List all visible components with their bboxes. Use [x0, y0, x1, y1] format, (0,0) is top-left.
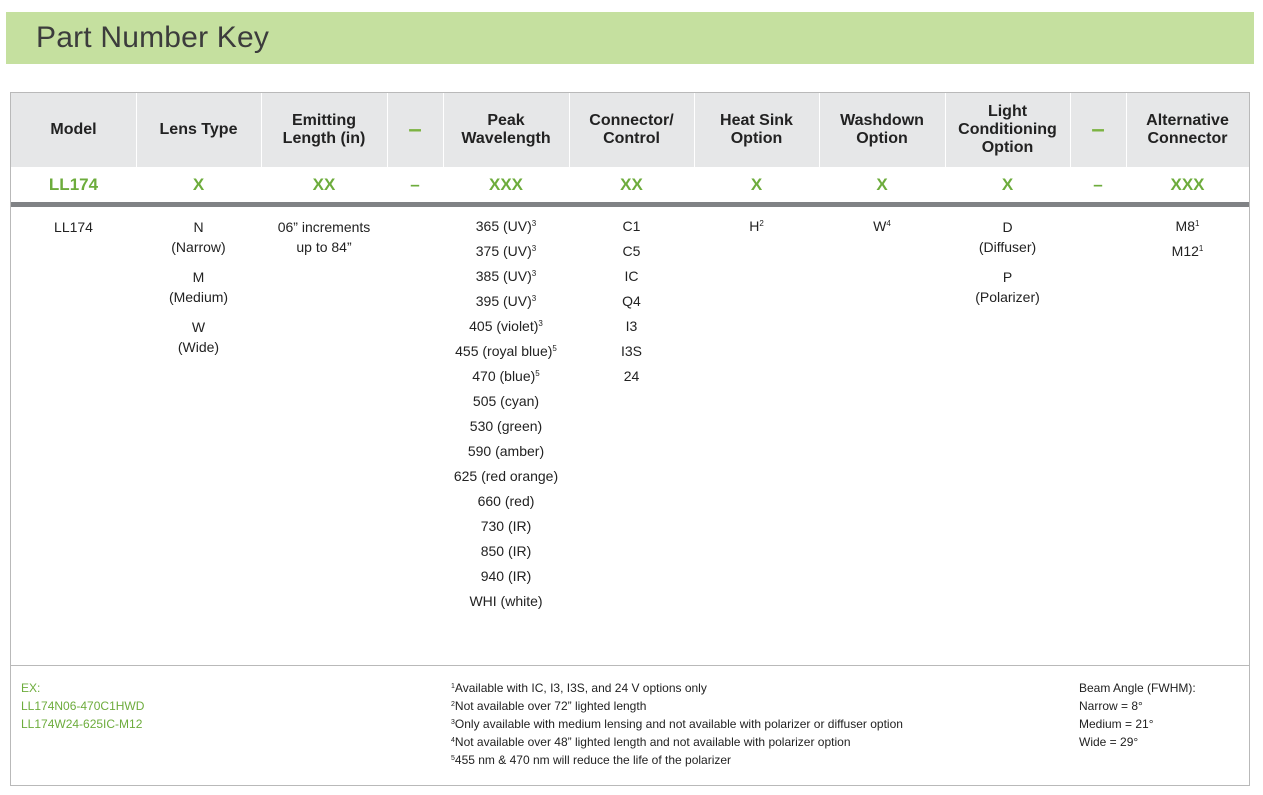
- light-item-diffuser: [945, 217, 1070, 257]
- footnote-ref: 4: [886, 219, 891, 228]
- wavelength-label: 625 (red orange): [453, 468, 559, 484]
- title-bar: [6, 12, 1254, 64]
- examples-label: EX:: [21, 681, 41, 695]
- beam-angle-item: Narrow = 8°: [1079, 699, 1143, 713]
- header-divider: [945, 93, 946, 167]
- alt-connector-list: [1126, 214, 1249, 264]
- beam-angle-title: Beam Angle (FWHM):: [1079, 681, 1196, 695]
- lens-name: (Medium): [168, 289, 229, 305]
- wavelength-label: 530 (green): [469, 418, 543, 434]
- code-alt-connector: XXX: [1170, 174, 1205, 194]
- footnote-text: Not available over 48” lighted length and not available with polarizer option: [454, 735, 851, 749]
- wavelength-label: 365 (UV): [475, 218, 532, 234]
- alt-connector-item: [1126, 214, 1249, 239]
- header-divider: [1126, 93, 1127, 167]
- code-peak-wavelength: XXX: [488, 174, 524, 194]
- lens-code: N: [193, 219, 204, 235]
- wavelength-item: [443, 364, 569, 389]
- footnote-ref: 1: [1195, 219, 1200, 228]
- column-alt-connector: [1126, 93, 1249, 665]
- column-connector: [569, 93, 694, 665]
- footnote-ref: 1: [1198, 244, 1204, 253]
- footnote-number: 1: [451, 683, 455, 690]
- wavelength-item: [443, 289, 569, 314]
- footnote: [451, 751, 903, 769]
- code-dash-2: –: [1093, 174, 1103, 194]
- wavelength-item: [443, 264, 569, 289]
- header-divider: [136, 93, 137, 167]
- heat-sink-code: H: [749, 218, 760, 234]
- wavelength-item: [443, 239, 569, 264]
- lens-type-list: [136, 217, 261, 367]
- footnote-number: 2: [451, 701, 455, 708]
- wavelength-item: [443, 489, 569, 514]
- footnote-text: Not available over 72” lighted length: [454, 699, 647, 713]
- footnote-text: Only available with medium lensing and not available with polarizer or diffuser option: [454, 717, 903, 731]
- wavelength-label: 455 (royal blue): [455, 343, 553, 359]
- header-divider: [694, 93, 695, 167]
- lens-name: (Narrow): [171, 239, 226, 255]
- beam-angle: [1079, 679, 1196, 751]
- wavelength-item: [443, 539, 569, 564]
- part-number-table: [10, 92, 1250, 786]
- model-value-text: LL174: [54, 219, 93, 235]
- alt-connector-label: M8: [1175, 218, 1195, 234]
- beam-angle-item: Medium = 21°: [1079, 717, 1154, 731]
- footnote-ref: 3: [531, 294, 537, 303]
- heat-sink-value: [694, 214, 819, 239]
- header-divider: [387, 93, 388, 167]
- light-item-polarizer: [945, 267, 1070, 307]
- footnote: [451, 715, 903, 733]
- lens-item-wide: [136, 317, 261, 357]
- footnote-ref: 3: [531, 219, 537, 228]
- example-part-number: LL174N06-470C1HWD: [21, 699, 145, 713]
- footnote-text: 455 nm & 470 nm will reduce the life of the polarizer: [454, 753, 732, 767]
- wavelength-item: [443, 314, 569, 339]
- header-lens-type: Lens Type: [159, 121, 238, 138]
- wavelength-item: [443, 589, 569, 614]
- code-model: LL174: [48, 174, 99, 194]
- header-connector: Connector/ Control: [589, 112, 674, 147]
- connector-item: Q4: [622, 293, 641, 309]
- wavelength-item: [443, 439, 569, 464]
- light-name: (Polarizer): [975, 289, 1040, 305]
- lens-item-medium: [136, 267, 261, 307]
- code-lens-type: X: [192, 174, 205, 194]
- header-dash-2: –: [1091, 116, 1105, 143]
- connector-item: C1: [622, 218, 641, 234]
- footnote-number: 4: [451, 737, 455, 744]
- header-divider: [443, 93, 444, 167]
- wavelength-label: 405 (violet): [469, 318, 539, 334]
- header-peak-wavelength: Peak Wavelength: [461, 112, 551, 147]
- table-footer: [11, 666, 1249, 786]
- connector-list: [569, 214, 694, 389]
- emitting-length-line: 06” increments: [277, 219, 371, 235]
- lens-code: W: [191, 319, 206, 335]
- footnote-ref: 2: [759, 219, 764, 228]
- code-heat-sink: X: [750, 174, 763, 194]
- footnote-ref: 5: [535, 369, 540, 378]
- header-light-conditioning: Light Conditioning Option: [958, 103, 1057, 156]
- washdown-code: W: [873, 218, 887, 234]
- header-divider: [819, 93, 820, 167]
- header-divider: [1070, 93, 1071, 167]
- wavelength-item: [443, 389, 569, 414]
- footnote-ref: 3: [538, 319, 543, 328]
- connector-item: 24: [623, 368, 640, 384]
- wavelength-label: 590 (amber): [467, 443, 545, 459]
- wavelength-label: 375 (UV): [475, 243, 532, 259]
- wavelength-label: 940 (IR): [480, 568, 532, 584]
- header-divider: [261, 93, 262, 167]
- header-alt-connector: Alternative Connector: [1146, 112, 1229, 147]
- column-heat-sink: [694, 93, 819, 665]
- beam-angle-item: Wide = 29°: [1079, 735, 1139, 749]
- header-heat-sink: Heat Sink Option: [720, 112, 793, 147]
- column-lens-type: [136, 93, 261, 665]
- footnote-ref: 3: [531, 244, 537, 253]
- footnotes: [451, 679, 903, 769]
- emitting-length-value: [261, 217, 387, 257]
- code-dash-1: –: [410, 174, 420, 194]
- lens-code: M: [192, 269, 205, 285]
- footnote-text: Available with IC, I3, I3S, and 24 V options only: [454, 681, 707, 695]
- code-washdown: X: [876, 174, 888, 194]
- column-dash-2: [1070, 93, 1126, 665]
- column-washdown: [819, 93, 945, 665]
- wavelength-item: [443, 514, 569, 539]
- wavelength-label: 470 (blue): [472, 368, 536, 384]
- light-code: P: [1002, 269, 1013, 285]
- wavelength-item: [443, 564, 569, 589]
- connector-item: IC: [624, 268, 639, 284]
- footnote: [451, 679, 903, 697]
- wavelength-label: 660 (red): [477, 493, 535, 509]
- footnote-ref: 3: [531, 269, 537, 278]
- column-dash-1: [387, 93, 443, 665]
- wavelength-label: 850 (IR): [480, 543, 532, 559]
- connector-item: C5: [622, 243, 641, 259]
- wavelength-item: [443, 464, 569, 489]
- wavelength-list: [443, 214, 569, 614]
- header-washdown: Washdown Option: [840, 112, 924, 147]
- examples: [21, 679, 144, 733]
- wavelength-label: 385 (UV): [475, 268, 532, 284]
- emitting-length-line: up to 84”: [296, 239, 352, 255]
- footnote-ref: 5: [552, 344, 557, 353]
- header-model: Model: [50, 121, 97, 138]
- footnote-number: 5: [451, 755, 455, 762]
- code-connector: XX: [620, 174, 643, 194]
- code-light-conditioning: X: [1001, 174, 1014, 194]
- column-peak-wavelength: [443, 93, 569, 665]
- wavelength-item: [443, 214, 569, 239]
- wavelength-label: 730 (IR): [480, 518, 532, 534]
- code-emitting-length: XX: [312, 174, 336, 194]
- lens-name: (Wide): [177, 339, 220, 355]
- wavelength-label: WHI (white): [469, 593, 543, 609]
- header-dash-1: –: [408, 116, 422, 143]
- page-title: Part Number Key: [36, 21, 270, 54]
- wavelength-item: [443, 414, 569, 439]
- connector-item: I3S: [620, 343, 642, 359]
- alt-connector-label: M12: [1171, 243, 1199, 259]
- footnote-number: 3: [451, 719, 455, 726]
- washdown-value: [819, 214, 945, 239]
- wavelength-label: 395 (UV): [475, 293, 532, 309]
- wavelength-item: [443, 339, 569, 364]
- light-code: D: [1002, 219, 1013, 235]
- connector-item: I3: [625, 318, 638, 334]
- light-conditioning-list: [945, 217, 1070, 317]
- footnote: [451, 733, 903, 751]
- footnote: [451, 697, 903, 715]
- wavelength-label: 505 (cyan): [472, 393, 540, 409]
- light-name: (Diffuser): [978, 239, 1037, 255]
- example-part-number: LL174W24-625IC-M12: [21, 717, 143, 731]
- model-value: [11, 217, 136, 237]
- lens-item-narrow: [136, 217, 261, 257]
- column-emitting-length: [261, 93, 387, 665]
- alt-connector-item: [1126, 239, 1249, 264]
- header-divider: [569, 93, 570, 167]
- column-model: [11, 93, 136, 665]
- header-emitting-length: Emitting Length (in): [282, 112, 366, 147]
- column-light-conditioning: [945, 93, 1070, 665]
